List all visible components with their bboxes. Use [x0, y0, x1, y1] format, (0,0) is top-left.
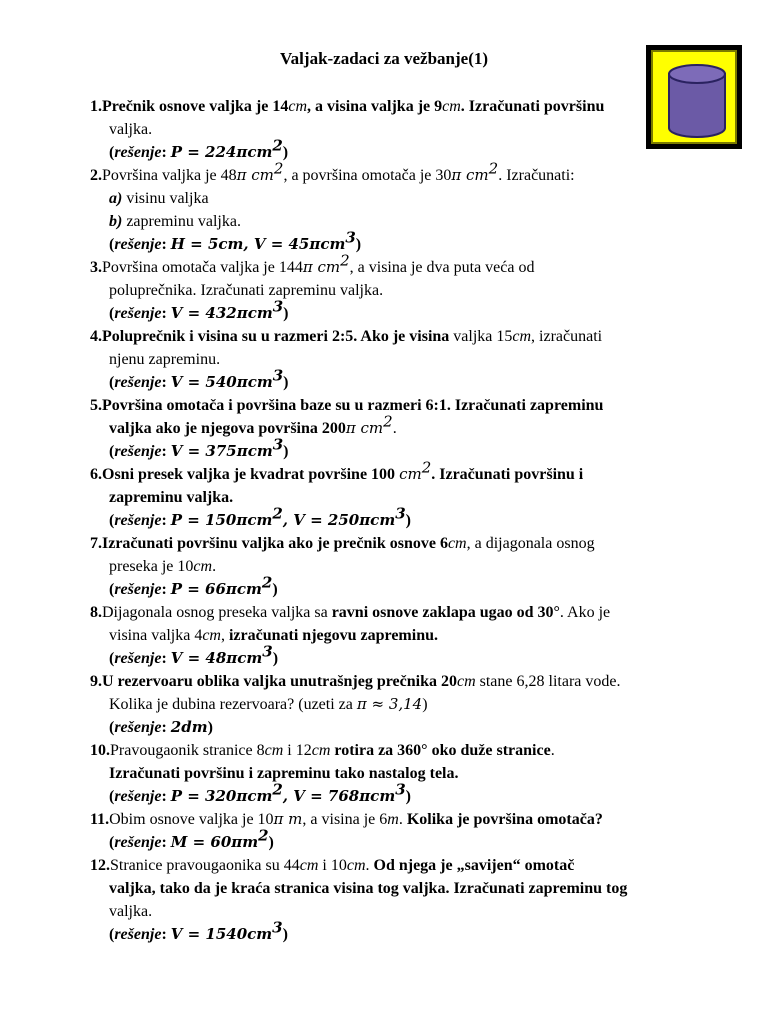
problem-12	[90, 854, 690, 946]
problem-list	[90, 95, 690, 946]
solution: (rešenje: P = 224πcm$^2$)	[109, 136, 289, 161]
problem-line: 8.Dijagonala osnog preseka valjka sa ravni osnove zaklapa ugao od 30°. Ako je	[90, 604, 611, 621]
solution: (rešenje: H = 5cm, V = 45πcm$^3$)	[109, 228, 362, 253]
problem-line: 5.Površina omotača i površina baze su u razmeri 6:1. Izračunati zapreminu	[90, 397, 604, 414]
page-title: Valjak-zadaci za vežbanje(1)	[279, 49, 489, 68]
problem-4	[90, 325, 690, 394]
problem-7	[90, 532, 690, 601]
problem-3	[90, 251, 690, 325]
problem-2	[90, 159, 690, 256]
solution: (rešenje: V = 48πcm$^3$)	[109, 642, 279, 667]
solution: (rešenje: V = 375πcm$^3$)	[109, 435, 289, 460]
problem-line: a) visinu valjka	[109, 190, 209, 207]
problem-line: Kolika je dubina rezervoara? (uzeti za π ≈ 3,14)	[109, 695, 428, 713]
problem-line: 7.Izračunati površinu valjka ako je prečnik osnove 6cm, a dijagonala osnog	[90, 535, 595, 552]
problem-line: zapreminu valjka.	[109, 489, 234, 506]
problem-line: 10.Pravougaonik stranice 8cm i 12cm rotira za 360° oko duže stranice.	[90, 742, 555, 759]
problem-line: 4.Poluprečnik i visina su u razmeri 2:5. Ako je visina valjka 15cm, izračunati	[90, 328, 603, 345]
solution: (rešenje: P = 150πcm$^2$, V = 250πcm$^3$)	[109, 504, 411, 529]
solution: (rešenje: P = 320πcm$^2$, V = 768πcm$^3$)	[109, 780, 411, 805]
solution: (rešenje: $V = 1540cm^3$)	[109, 918, 288, 943]
problem-line: preseka je 10cm.	[109, 558, 217, 575]
problem-line: 12.Stranice pravougaonika su 44cm i 10cm. Od njega je „savijen“ omotač	[90, 857, 575, 874]
problem-9	[90, 670, 690, 739]
problem-line: 1.Prečnik osnove valjka je 14cm, a visina valjka je 9cm. Izračunati površinu	[90, 98, 605, 115]
problem-line: njenu zapreminu.	[109, 351, 221, 368]
problem-6	[90, 458, 690, 532]
problem-line: valjka.	[109, 903, 153, 920]
problem-line: valjka ako je njegova površina 200π $cm^2$.	[109, 412, 397, 437]
problem-line: visina valjka 4cm, izračunati njegovu zapreminu.	[109, 627, 438, 644]
problem-line: 6.Osni presek valjka je kvadrat površine 100 $cm^2$. Izračunati površinu i	[90, 458, 584, 483]
solution: (rešenje: V = 432πcm$^3$)	[109, 297, 289, 322]
solution: (rešenje: 2dm)	[109, 718, 213, 736]
solution: (rešenje: V = 540πcm$^3$)	[109, 366, 289, 391]
problem-line: b) zapreminu valjka.	[109, 213, 241, 230]
problem-line: Izračunati površinu i zapreminu tako nastalog tela.	[109, 765, 459, 782]
problem-line: 11.Obim osnove valjka je 10π m, a visina je 6m. Kolika je površina omotača?	[90, 810, 603, 828]
problem-line: 9.U rezervoaru oblika valjka unutrašnjeg prečnika 20cm stane 6,28 litara vode.	[90, 673, 621, 690]
solution: (rešenje: $M = 60\pi m^2$)	[109, 826, 274, 851]
solution: (rešenje: P = 66πcm$^2$)	[109, 573, 278, 598]
problem-8	[90, 601, 690, 670]
problem-line: 3.Površina omotača valjka je 144π $cm^2$, a visina je dva puta veća od	[90, 251, 535, 276]
problem-1	[90, 95, 690, 164]
problem-line: valjka.	[109, 121, 153, 138]
problem-line: poluprečnika. Izračunati zapreminu valjka.	[109, 282, 384, 299]
problem-line: 2.Površina valjka je 48π $cm^2$, a površina omotača je 30π $cm^2$. Izračunati:	[90, 159, 575, 184]
problem-11	[90, 808, 690, 854]
problem-line: valjka, tako da je kraća stranica visina tog valjka. Izračunati zapreminu tog	[109, 880, 628, 897]
problem-5	[90, 394, 690, 463]
problem-10	[90, 739, 690, 808]
